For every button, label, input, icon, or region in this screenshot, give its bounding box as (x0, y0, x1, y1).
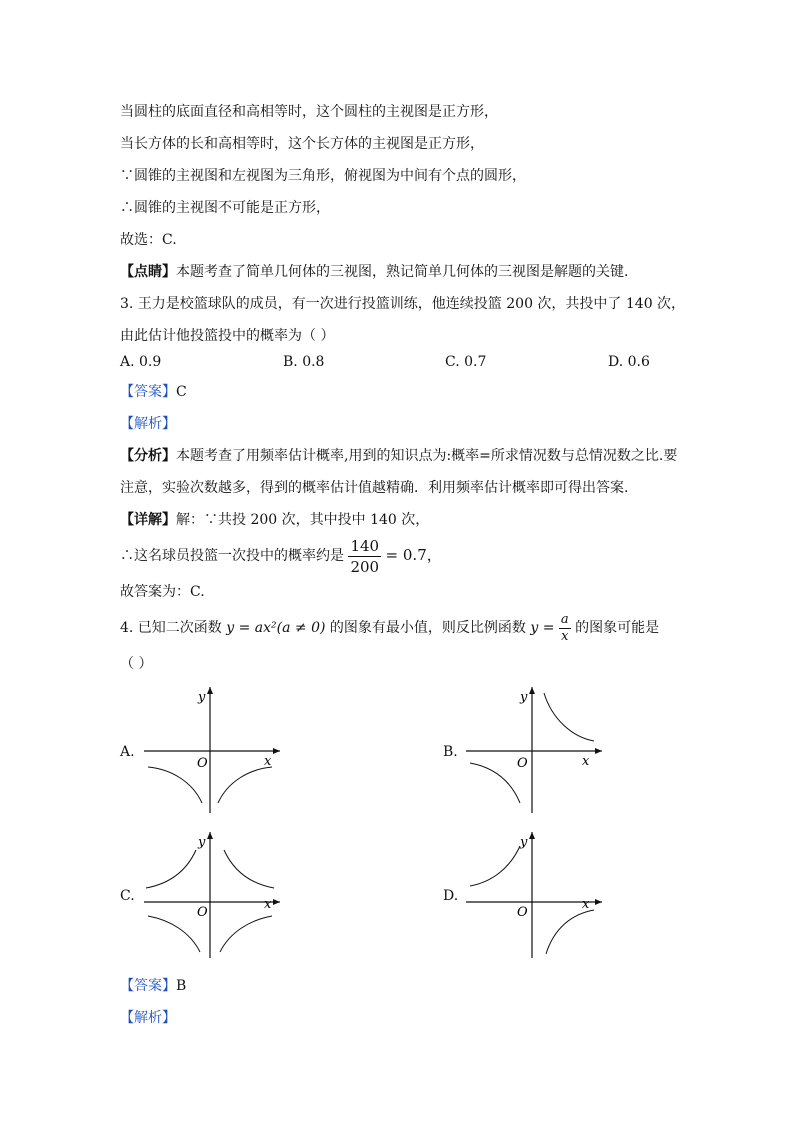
q4-prefix: 4. 已知二次函数 (120, 620, 222, 636)
curve-fourth-quadrant (220, 916, 272, 952)
x-axis-label: x (582, 897, 590, 912)
solution-line-4: ∴圆锥的主视图不可能是正方形， (120, 200, 330, 216)
q3-fraction (348, 536, 381, 577)
dianjing-block (120, 262, 628, 282)
origin-label: O (517, 905, 528, 920)
y-axis-arrow (207, 832, 213, 839)
q4-fraction (559, 612, 571, 645)
y-axis-arrow (529, 687, 535, 694)
q4-fraction-numerator: a (560, 611, 569, 627)
q3-option-c: C. 0.7 (445, 354, 487, 370)
y-axis-label: y (198, 835, 206, 850)
curve-second-quadrant (470, 846, 520, 886)
y-axis-label: y (198, 690, 206, 705)
q4-paren: （ ） (120, 656, 153, 672)
q3-fraction-denominator: 200 (350, 557, 380, 576)
curve-first-quadrant (224, 850, 274, 888)
q4-graph-d (462, 830, 612, 960)
q4-answer-tag: 【答案】 (120, 978, 176, 994)
q4-analysis-tag: 【解析】 (120, 1010, 176, 1026)
solution-line-1: 当圆柱的底面直径和高相等时，这个圆柱的主视图是正方形， (120, 104, 498, 120)
x-axis-label: x (264, 897, 272, 912)
q3-calc-result: = 0.7， (385, 546, 442, 564)
x-axis-arrow (273, 748, 280, 754)
q3-option-d: D. 0.6 (608, 354, 650, 370)
x-axis-arrow (595, 748, 602, 754)
curve-fourth-quadrant (546, 910, 594, 954)
q3-answer-tag: 【答案】 (120, 384, 176, 400)
curve-second-quadrant (146, 850, 196, 888)
q3-xiangjie-tag: 【详解】 (120, 512, 176, 528)
curve-fourth-quadrant (218, 767, 272, 803)
q3-stem-line-1: 3. 王力是校篮球队的成员，有一次进行投篮训练，他连续投篮 200 次，共投中了 140 次， (120, 296, 686, 312)
q3-fenxi-tag: 【分析】 (120, 448, 176, 464)
solution-line-2: 当长方体的长和高相等时，这个长方体的主视图是正方形， (120, 136, 484, 152)
q3-stem-line-2: 由此估计他投篮投中的概率为（ ） (120, 328, 335, 344)
q3-answer-value: C (176, 384, 187, 400)
q3-xiangjie-line (120, 510, 429, 530)
q4-middle: 的图象有最小值，则反比例函数 (329, 620, 526, 636)
q3-answer (120, 382, 187, 402)
solution-line-5: 故选：C. (120, 232, 177, 248)
origin-label: O (517, 756, 528, 771)
q3-calc-line (120, 534, 442, 577)
y-axis-label: y (520, 690, 528, 705)
x-axis-label: x (582, 754, 590, 769)
q4-fraction-denominator: x (561, 628, 569, 644)
curve-third-quadrant (148, 916, 200, 952)
q4-graph-a (140, 685, 290, 815)
curve-first-quadrant (544, 693, 594, 741)
q4-graph-d-label: D. (443, 888, 459, 904)
q4-graph-b (462, 685, 612, 815)
dianjing-tag: 【点睛】 (120, 264, 176, 280)
dianjing-text: 本题考查了简单几何体的三视图，熟记简单几何体的三视图是解题的关键. (176, 264, 629, 280)
curve-third-quadrant (148, 767, 202, 803)
q3-analysis-tag: 【解析】 (120, 416, 176, 432)
q3-option-b: B. 0.8 (283, 354, 325, 370)
q4-graph-a-label: A. (120, 744, 135, 760)
q4-answer-value: B (176, 978, 187, 994)
origin-label: O (197, 905, 208, 920)
q3-xiangjie-text: 解：∵共投 200 次，其中投中 140 次， (176, 512, 430, 528)
q3-calc-prefix: ∴这名球员投篮一次投中的概率约是 (120, 548, 344, 564)
x-axis-arrow (273, 899, 280, 905)
q3-final-answer: 故答案为：C. (120, 584, 205, 600)
q4-graph-b-label: B. (443, 744, 458, 760)
y-axis-label: y (520, 835, 528, 850)
q4-answer (120, 976, 186, 996)
origin-label: O (197, 756, 208, 771)
q4-graph-c-label: C. (120, 888, 135, 904)
q3-fenxi-line-1 (120, 446, 677, 466)
q3-fenxi-line-2: 注意，实验次数越多，得到的概率估计值越精确．利用频率估计概率即可得出答案. (120, 480, 629, 496)
q3-fraction-numerator: 140 (350, 536, 380, 555)
y-axis-arrow (207, 687, 213, 694)
x-axis-arrow (595, 899, 602, 905)
q3-fenxi-text-1: 本题考查了用频率估计概率,用到的知识点为:概率=所求情况数与总情况数之比.要 (176, 448, 678, 464)
q4-stem (120, 608, 659, 648)
q4-suffix: 的图象可能是 (575, 620, 660, 636)
q4-graph-c (140, 830, 290, 960)
q4-quadratic-expr: y = ax²(a ≠ 0) (226, 620, 326, 636)
solution-line-3: ∵圆锥的主视图和左视图为三角形，俯视图为中间有个点的圆形， (120, 168, 526, 184)
y-axis-arrow (529, 832, 535, 839)
q4-y-eq: y = (530, 620, 555, 636)
x-axis-label: x (264, 754, 272, 769)
q3-option-a: A. 0.9 (120, 354, 162, 370)
curve-third-quadrant (470, 763, 520, 803)
